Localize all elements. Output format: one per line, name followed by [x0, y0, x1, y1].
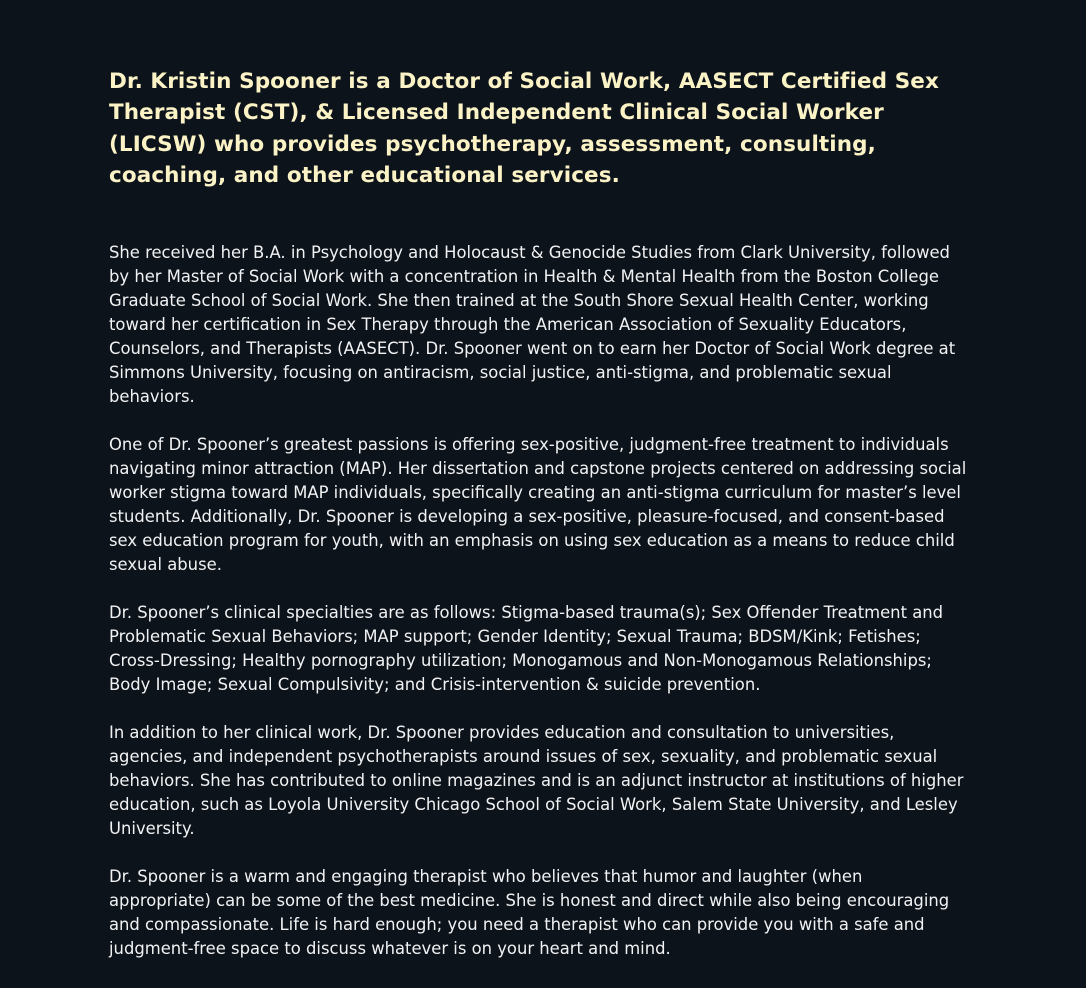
bio-paragraph-approach: Dr. Spooner is a warm and engaging therapist who believes that humor and laughter (when appropriate) can be some of the best medicine. She is honest and direct while also being encouraging and compassionate. Life is hard enough; you need a therapist who can provide you with a safe and judgment-free space to discuss whatever is on your heart and mind. — [109, 866, 950, 958]
bio-section — [109, 66, 967, 961]
bio-paragraph-education: She received her B.A. in Psychology and Holocaust & Genocide Studies from Clark University, followed by her Master of Social Work with a concentration in Health & Mental Health from the Boston College Graduate School of Social Work. She then trained at the South Shore Sexual Health Center, working toward her certification in Sex Therapy through the American Association of Sexuality Educators, Counselors, and Therapists (AASECT). Dr. Spooner went on to earn her Doctor of Social Work degree at Simmons University, focusing on antiracism, social justice, anti-stigma, and problematic sexual behaviors. — [109, 242, 956, 406]
bio-paragraph-consultation: In addition to her clinical work, Dr. Spooner provides education and consultation to universities, agencies, and independent psychotherapists around issues of sex, sexuality, and problematic sexual behaviors. She has contributed to online magazines and is an adjunct instructor at institutions of higher education, such as Loyola University Chicago School of Social Work, Salem State University, and Lesley University. — [109, 722, 964, 838]
bio-body — [109, 241, 967, 961]
intro-heading: Dr. Kristin Spooner is a Doctor of Social Work, AASECT Certified Sex Therapist (CST), & Licensed Independent Clinical Social Worker (LICSW) who provides psychotherapy, assessment, consulting, coaching, and other educational services. — [109, 69, 939, 189]
bio-paragraph-specialties: Dr. Spooner’s clinical specialties are as follows: Stigma-based trauma(s); Sex Offender Treatment and Problematic Sexual Behaviors; MAP support; Gender Identity; Sexual Trauma; BDSM/Kink; Fetishes; Cross-Dressing; Healthy pornography utilization; Monogamous and Non-Monogamous Relationships; Body Image; Sexual Compulsivity; and Crisis-intervention & suicide prevention. — [109, 602, 944, 694]
bio-paragraph-passions: One of Dr. Spooner’s greatest passions is offering sex-positive, judgment-free treatment to individuals navigating minor attraction (MAP). Her dissertation and capstone projects centered on addressing social worker stigma toward MAP individuals, specifically creating an anti-stigma curriculum for master’s level students. Additionally, Dr. Spooner is developing a sex-positive, pleasure-focused, and consent-based sex education program for youth, with an emphasis on using sex education as a means to reduce child sexual abuse. — [109, 434, 967, 574]
